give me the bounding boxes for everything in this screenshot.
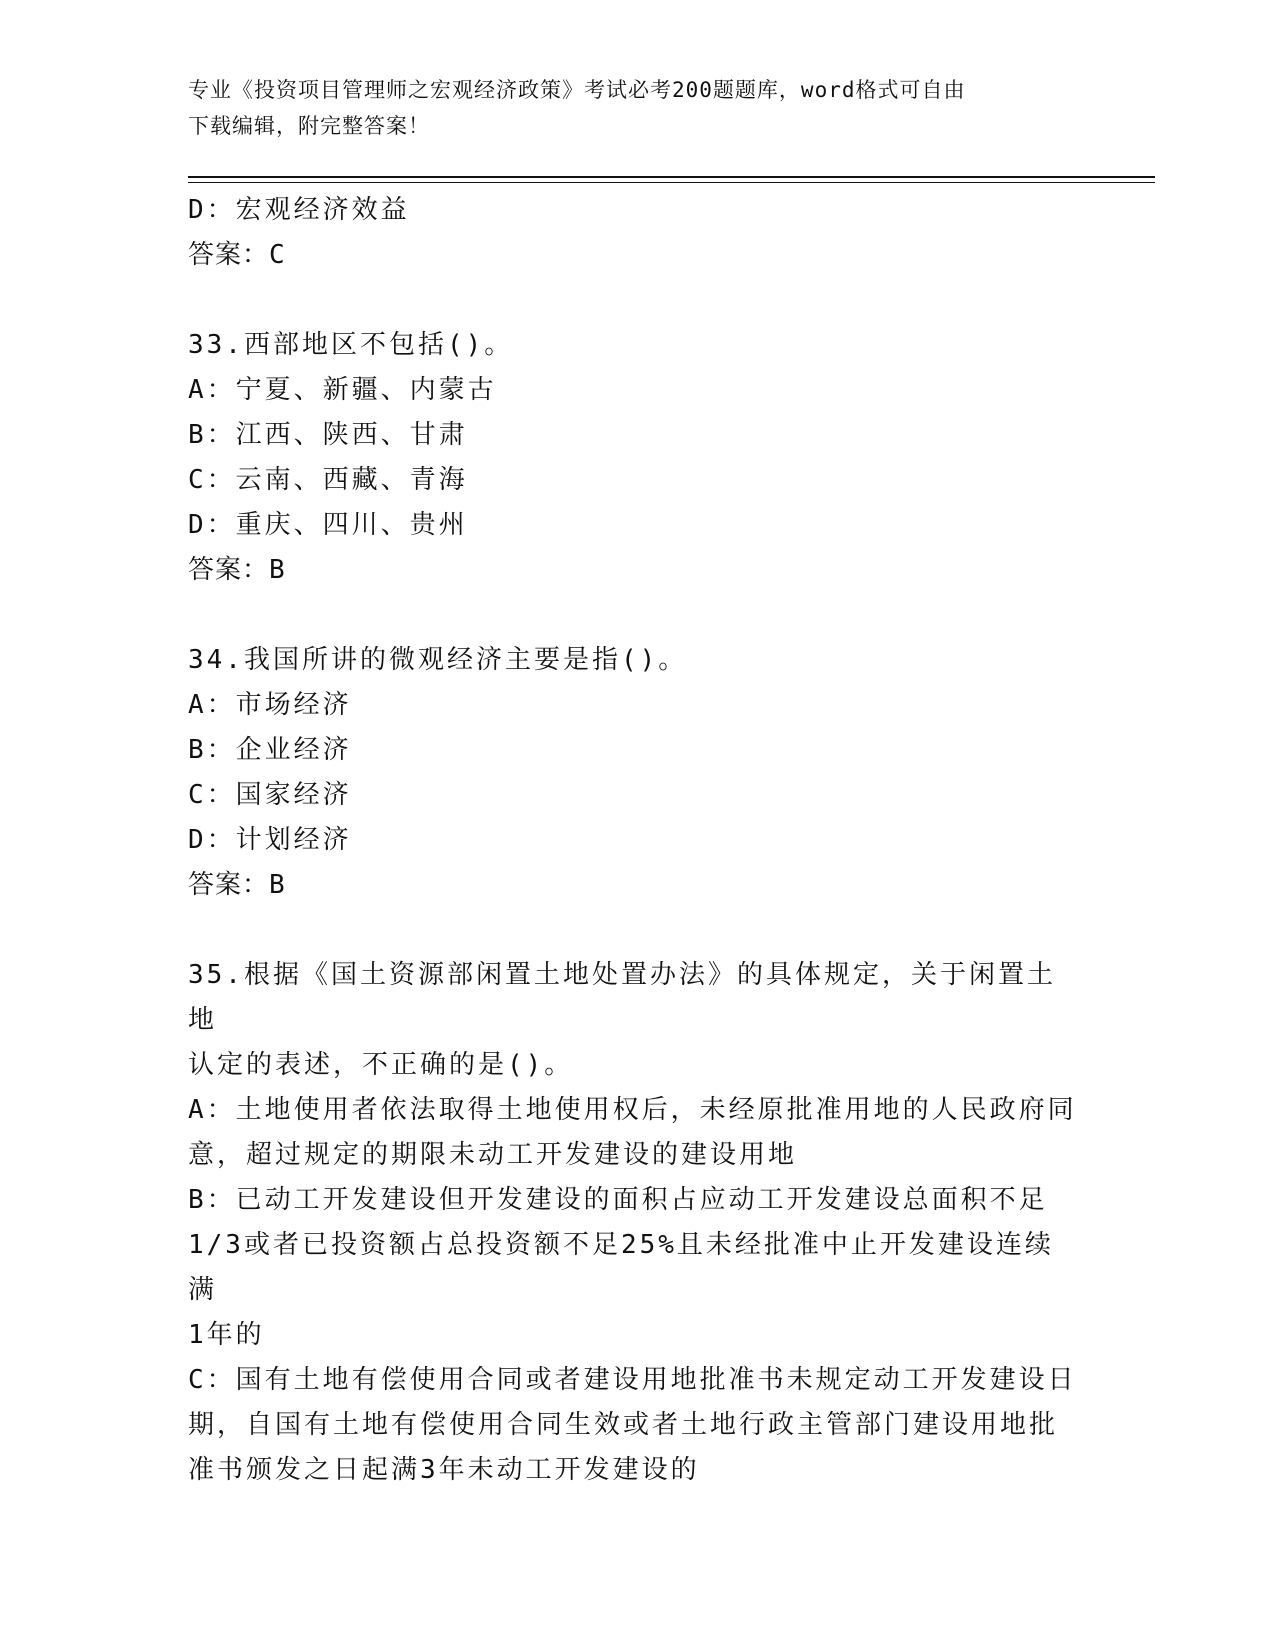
header-line-2: 下载编辑，附完整答案！: [188, 114, 430, 138]
option-c-line-1: C：国有土地有偿使用合同或者建设用地批准书未规定动工开发建设日: [188, 1365, 1077, 1395]
question-text-line-1: 35.根据《国土资源部闲置土地处置办法》的具体规定，关于闲置土地: [188, 960, 1056, 1035]
header-line-1: 专业《投资项目管理师之宏观经济政策》考试必考200题题库，word格式可自由: [188, 78, 966, 102]
header-rule-thin: [188, 182, 1155, 183]
question-content: [188, 188, 1078, 1493]
question-block-34: [188, 638, 1078, 908]
option-a: A：宁夏、新疆、内蒙古: [188, 375, 497, 405]
answer-label: 答案：: [188, 240, 270, 270]
option-b-line-2: 1/3或者已投资额占总投资额不足25%且未经批准中止开发建设连续满: [188, 1230, 1054, 1305]
header-rule-thick: [188, 176, 1155, 178]
spacer: [188, 593, 1078, 638]
question-block-prev: [188, 188, 1078, 278]
answer-line: [188, 233, 1078, 278]
option-b: B：企业经济: [188, 735, 352, 765]
spacer: [188, 278, 1078, 323]
page-header: [188, 72, 1068, 144]
option-d: D：宏观经济效益: [188, 195, 410, 225]
option-b: B：江西、陕西、甘肃: [188, 420, 468, 450]
option-d: D：计划经济: [188, 825, 352, 855]
question-text: 34.我国所讲的微观经济主要是指()。: [188, 645, 688, 675]
question-block-33: [188, 323, 1078, 593]
option-c: C：云南、西藏、青海: [188, 465, 468, 495]
answer-value: B: [269, 870, 286, 900]
question-text-line-2: 认定的表述，不正确的是()。: [188, 1050, 574, 1080]
answer-label: 答案：: [188, 555, 270, 585]
question-text: 33.西部地区不包括()。: [188, 330, 514, 360]
option-c-line-2: 期，自国有土地有偿使用合同生效或者土地行政主管部门建设用地批: [188, 1410, 1059, 1440]
option-c: C：国家经济: [188, 780, 352, 810]
answer-line: [188, 548, 1078, 593]
option-a-line-1: A：土地使用者依法取得土地使用权后，未经原批准用地的人民政府同: [188, 1095, 1077, 1125]
option-d: D：重庆、四川、贵州: [188, 510, 468, 540]
spacer: [188, 908, 1078, 953]
option-c-line-3: 准书颁发之日起满3年未动工开发建设的: [188, 1455, 700, 1485]
answer-line: [188, 863, 1078, 908]
option-a: A：市场经济: [188, 690, 352, 720]
answer-label: 答案：: [188, 870, 270, 900]
option-a-line-2: 意，超过规定的期限未动工开发建设的建设用地: [188, 1140, 798, 1170]
question-block-35: [188, 953, 1078, 1493]
answer-value: C: [269, 240, 286, 270]
answer-value: B: [269, 555, 286, 585]
option-b-line-1: B：已动工开发建设但开发建设的面积占应动工开发建设总面积不足: [188, 1185, 1048, 1215]
option-b-line-3: 1年的: [188, 1320, 265, 1350]
